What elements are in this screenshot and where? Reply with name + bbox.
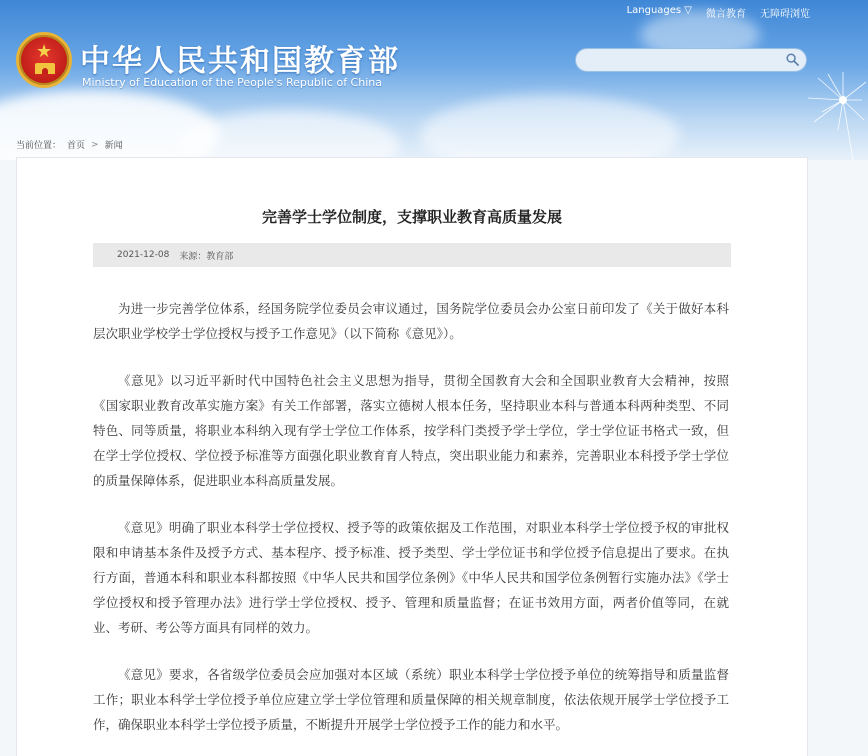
- article-title: 完善学士学位制度，支撑职业教育高质量发展: [261, 208, 562, 226]
- search-input[interactable]: [576, 50, 776, 72]
- national-emblem-icon[interactable]: [16, 32, 72, 88]
- star-icon: ★: [36, 41, 53, 62]
- search-box: [575, 48, 807, 72]
- languages-link[interactable]: Languages ▽: [626, 5, 692, 16]
- accessibility-link[interactable]: 无障碍浏览: [760, 9, 810, 20]
- search-icon[interactable]: [786, 53, 799, 66]
- article-date: 2021-12-08: [117, 250, 170, 260]
- article-paragraph: 《意见》以习近平新时代中国特色社会主义思想为指导，贯彻全国教育大会和全国职业教育大会精神，按照《国家职业教育改革实施方案》有关工作部署，落实立德树人根本任务，坚持职业本科与普通本科两种类型、不同特色、同等质量，将职业本科纳入现有学士学位工作体系，按学科门类授予学士学位，学士学位证书格式一致，但在学士学位授权、学位授予标准等方面强化职业教育育人特点，突出职业能力和素养，完善职业本科授予学士学位的质量保障体系，促进职业本科高质量发展。: [93, 373, 729, 488]
- breadcrumb-separator: >: [91, 139, 99, 150]
- article-paragraph: 《意见》要求，各省级学位委员会应加强对本区域（系统）职业本科学士学位授予单位的统筹指导和质量监督工作；职业本科学士学位授予单位应建立学士学位管理和质量保障的相关规章制度，依法依规开展学士学位授予工作，确保职业本科学士学位授予质量，不断提升开展学士学位授予工作的能力和水平。: [93, 667, 729, 732]
- dandelion-icon: [798, 70, 868, 160]
- breadcrumb-news[interactable]: 新闻: [104, 141, 123, 151]
- article-container: [16, 157, 808, 756]
- article-body: [93, 296, 729, 756]
- tiananmen-icon: [35, 63, 55, 74]
- site-subtitle: Ministry of Education of the People's Republic of China: [82, 76, 382, 89]
- article-source: 来源：教育部: [179, 251, 234, 262]
- breadcrumb: [16, 138, 123, 151]
- article-paragraph: 《意见》明确了职业本科学士学位授权、授予等的政策依据及工作范围，对职业本科学士学位授予权的审批权限和申请基本条件及授予方式、基本程序、授予标准、授予类型、学士学位证书和学位授予信息提出了要求。在执行方面，普通本科和职业本科都按照《中华人民共和国学位条例》《中华人民共和国学位条例暂行实施办法》《学士学位授权和授予管理办法》进行学士学位授权、授予、管理和质量监督；在证书效用方面，两者价值等同，在就业、考研、考公等方面具有同样的效力。: [93, 520, 729, 635]
- article-paragraph: 为进一步完善学位体系，经国务院学位委员会审议通过，国务院学位委员会办公室日前印发了《关于做好本科层次职业学校学士学位授权与授予工作意见》（以下简称《意见》）。: [93, 301, 729, 341]
- article-meta-bar: [93, 243, 731, 267]
- top-links: [627, 5, 810, 20]
- header-banner: [0, 0, 868, 160]
- breadcrumb-home[interactable]: 首页: [67, 141, 86, 151]
- weiyan-jiaoyu-link[interactable]: 微言教育: [706, 9, 746, 20]
- site-title[interactable]: 中华人民共和国教育部: [80, 44, 400, 79]
- breadcrumb-prefix: 当前位置：: [16, 141, 62, 151]
